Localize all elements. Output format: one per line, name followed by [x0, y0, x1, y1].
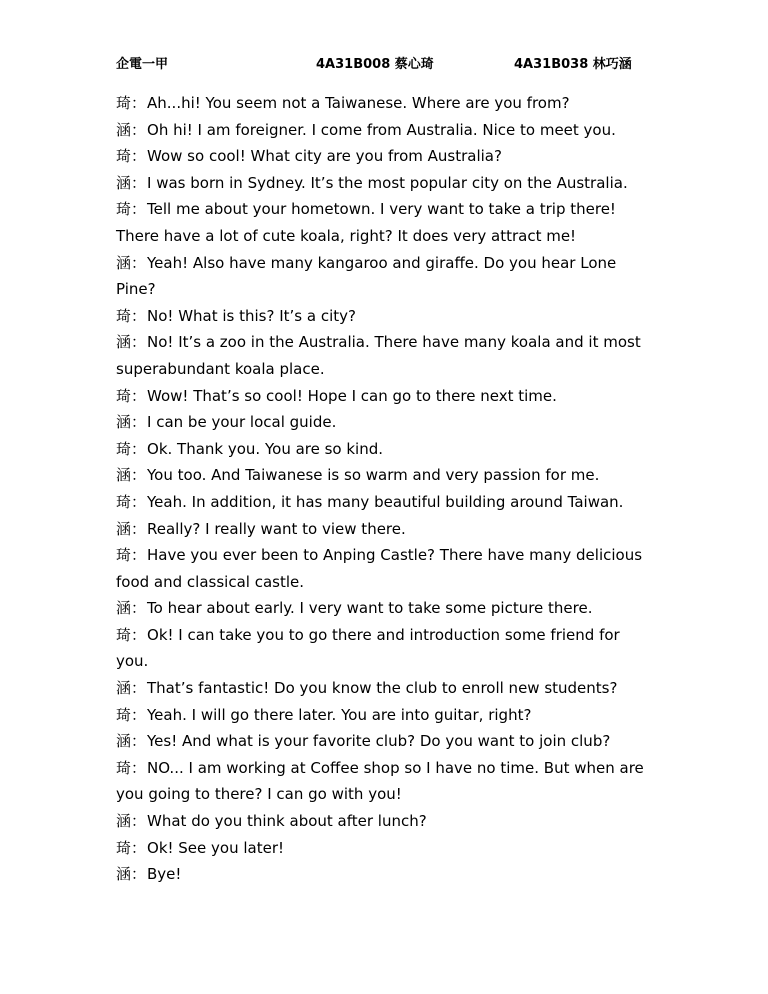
dialogue-text: I was born in Sydney. It’s the most popular city on the Australia. [147, 173, 628, 192]
dialogue-text: To hear about early. I very want to take some picture there. [147, 599, 593, 618]
speaker-label: 琦： [116, 705, 147, 724]
speaker-label: 涵： [116, 466, 147, 485]
dialogue-text: Bye! [147, 865, 182, 884]
dialogue-line [116, 516, 646, 543]
speaker-label: 涵： [116, 679, 147, 698]
dialogue-line [116, 622, 646, 675]
student-2: 4A31B038 林巧涵 [514, 57, 632, 72]
dialogue-text: Ok! See you later! [147, 838, 285, 857]
dialogue-body [116, 90, 646, 888]
dialogue-line [116, 675, 646, 702]
dialogue-line [116, 728, 646, 755]
speaker-label: 涵： [116, 732, 147, 751]
dialogue-line [116, 383, 646, 410]
dialogue-line [116, 117, 646, 144]
speaker-label: 涵： [116, 599, 147, 618]
speaker-label: 涵： [116, 173, 147, 192]
dialogue-line [116, 170, 646, 197]
page-header [0, 53, 768, 73]
speaker-label: 琦： [116, 147, 147, 166]
speaker-label: 涵： [116, 253, 147, 272]
dialogue-line [116, 436, 646, 463]
speaker-label: 琦： [116, 546, 147, 565]
speaker-label: 琦： [116, 758, 147, 777]
dialogue-text: Oh hi! I am foreigner. I come from Australia. Nice to meet you. [147, 120, 616, 139]
speaker-label: 涵： [116, 413, 147, 432]
dialogue-line [116, 196, 646, 249]
speaker-label: 涵： [116, 333, 147, 352]
dialogue-line [116, 835, 646, 862]
speaker-label: 涵： [116, 812, 147, 831]
dialogue-text: No! It’s a zoo in the Australia. There have many koala and it most superabundant koala place. [116, 333, 641, 378]
dialogue-text: Yeah. I will go there later. You are into guitar, right? [147, 705, 532, 724]
dialogue-text: Ok! I can take you to go there and introduction some friend for you. [116, 625, 620, 671]
class-name: 企電一甲 [116, 57, 169, 72]
dialogue-text: I can be your local guide. [147, 413, 337, 432]
dialogue-text: You too. And Taiwanese is so warm and very passion for me. [147, 466, 600, 485]
dialogue-line [116, 409, 646, 436]
speaker-label: 涵： [116, 519, 147, 538]
speaker-label: 琦： [116, 306, 147, 325]
dialogue-text: Really? I really want to view there. [147, 519, 406, 538]
speaker-label: 琦： [116, 94, 147, 112]
speaker-label: 琦： [116, 625, 147, 644]
dialogue-line [116, 808, 646, 835]
speaker-label: 涵： [116, 865, 147, 884]
dialogue-line [116, 90, 646, 117]
dialogue-line [116, 462, 646, 489]
dialogue-text: NO... I am working at Coffee shop so I have no time. But when are you going to there? I can go with you! [116, 758, 644, 804]
dialogue-line [116, 861, 646, 888]
dialogue-text: Ah...hi! You seem not a Taiwanese. Where are you from? [147, 94, 570, 112]
dialogue-text: What do you think about after lunch? [147, 812, 427, 831]
speaker-label: 琦： [116, 200, 147, 219]
dialogue-text: No! What is this? It’s a city? [147, 306, 356, 325]
dialogue-line [116, 329, 646, 382]
dialogue-line [116, 595, 646, 622]
dialogue-line [116, 755, 646, 808]
dialogue-line [116, 303, 646, 330]
dialogue-line [116, 489, 646, 516]
speaker-label: 琦： [116, 386, 147, 405]
student-1: 4A31B008 蔡心琦 [316, 57, 434, 72]
dialogue-text: Have you ever been to Anping Castle? There have many delicious food and classical castle. [116, 546, 643, 591]
dialogue-line [116, 250, 646, 303]
dialogue-text: Wow! That’s so cool! Hope I can go to there next time. [147, 386, 557, 405]
dialogue-line [116, 143, 646, 170]
dialogue-text: That’s fantastic! Do you know the club to enroll new students? [147, 679, 618, 698]
speaker-label: 琦： [116, 838, 147, 857]
dialogue-text: Yes! And what is your favorite club? Do you want to join club? [147, 732, 611, 751]
dialogue-line [116, 542, 646, 595]
speaker-label: 琦： [116, 439, 147, 458]
dialogue-text: Wow so cool! What city are you from Australia? [147, 147, 502, 166]
dialogue-text: Tell me about your hometown. I very want to take a trip there! There have a lot of cute koala, right? It does very attract me! [116, 200, 616, 245]
dialogue-text: Yeah! Also have many kangaroo and giraffe. Do you hear Lone Pine? [116, 253, 617, 299]
dialogue-line [116, 702, 646, 729]
dialogue-text: Yeah. In addition, it has many beautiful building around Taiwan. [147, 492, 624, 511]
speaker-label: 琦： [116, 492, 147, 511]
dialogue-text: Ok. Thank you. You are so kind. [147, 439, 384, 458]
speaker-label: 涵： [116, 120, 147, 139]
